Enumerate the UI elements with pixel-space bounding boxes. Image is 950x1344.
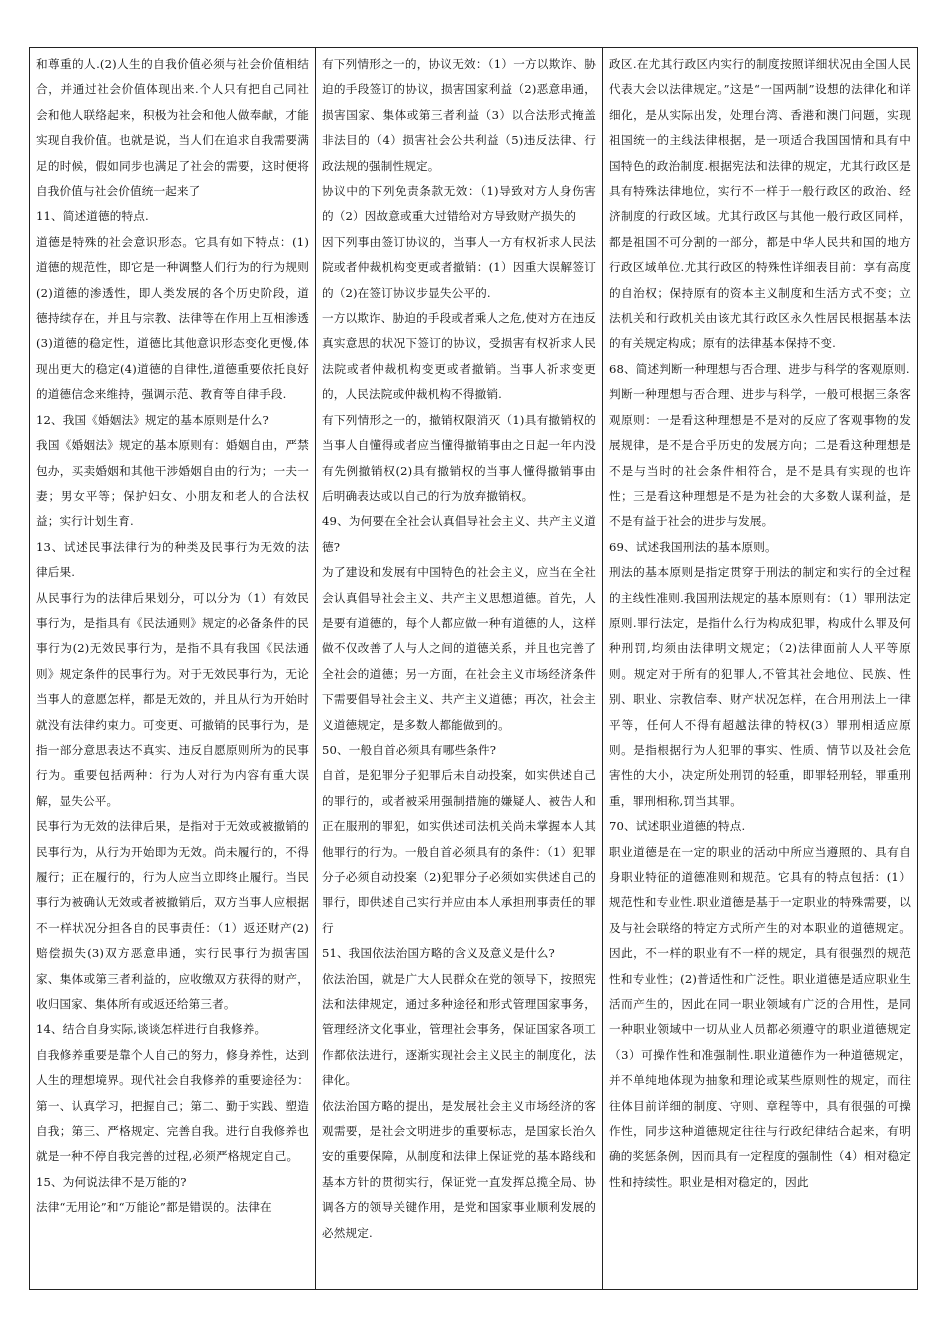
body-paragraph: 从民事行为的法律后果划分，可以分为（1）有效民事行为，是指具有《民法通则》规定的必备条件的民事行为(2)无效民事行为，是指不具有我国《民法通则》规定条件的民事行为。对于无效民事行为，无论当事人的意愿怎样，都是无效的，并且从行为开始时就没有法律约束力。可变更、可撤销的民事行为，是指一部分意思表达不真实、违反自愿原则所为的民事行为。重要包括两种：行为人对行为内容有重大误解，显失公平。 <box>36 590 309 808</box>
question-heading: 13、试述民事法律行为的种类及民事行为无效的法律后果. <box>36 539 309 580</box>
body-paragraph: 自我修养重要是靠个人自己的努力，修身养性，达到人生的理想境界。现代社会自我修养的重要途径为：第一、认真学习，把握自己；第二、勤于实践、塑造自我；第三、严格规定、完善自我。进行自我修养也就是一种不停自我完善的过程,必须严格规定自己。 <box>36 1047 309 1164</box>
question-heading: 50、一般自首必须具有哪些条件? <box>322 742 497 757</box>
body-paragraph: 判断一种理想与否合理、进步与科学，一般可根据三条客观原则：一是看这种理想是不是对的反应了客观事物的发展规律，是不是合乎历史的发展方向；二是看这种理想是不是与当时的社会条件相符合，是不是具有实现的也许性；三是看这种理想是不是为社会的大多数人谋利益，是不是有益于社会的进步与发展。 <box>609 387 911 529</box>
document-sheet <box>29 47 918 1290</box>
body-paragraph: 法律“无用论”和“万能论”都是错误的。法律在 <box>36 1200 272 1215</box>
text-column-middle <box>315 48 602 1289</box>
body-paragraph: 有下列情形之一的，撤销权限消灭（1)具有撤销权的当事人自懂得或者应当懂得撤销事由之日起一年内没有先例撤销权(2)具有撤销权的当事人懂得撤销事由后明确表达或以自己的行为放弃撤销权。 <box>322 412 596 503</box>
body-paragraph: 职业道德是在一定的职业的活动中所应当遵照的、具有自身职业特征的道德准则和规范。它具有的特点包括：(1）规范性和专业性.职业道德是基于一定职业的特殊需要，以及与社会联络的特定方式所产生的对本职业的道德规定。因此，不一样的职业有不一样的规定，具有很强烈的规范性和专业性；(2)普适性和广泛性。职业道德是适应职业生活而产生的，因此在同一职业领域有广泛的合用性，是同一种职业领域中一切从业人员都必须遵守的职业道德规定（3）可操作性和准强制性.职业道德作为一种道德规定，并不单纯地体现为抽象和理论或某些原则性的规定，而往往体目前详细的制度、守则、章程等中，具有很强的可操作性，同步这种道德规定往往与行政纪律结合起来，有明确的奖惩条例，因而具有一定程度的强制性（4）相对稳定性和持续性。职业是相对稳定的，因此 <box>609 844 911 1189</box>
question-heading: 12、我国《婚姻法》规定的基本原则是什么? <box>36 412 269 427</box>
body-paragraph: 民事行为无效的法律后果，是指对于无效或被撤销的民事行为，从行为开始即为无效。尚未履行的，不得履行；正在履行的，行为人应当立即终止履行。当民事行为被确认无效或者被撤销后，双方当事人应根据不一样状况分担各自的民事责任：（1）返还财产(2)赔偿损失(3)双方恶意串通，实行民事行为损害国家、集体或第三者利益的，应收缴双方获得的财产，收归国家、集体所有或返还给第三者。 <box>36 819 309 1012</box>
question-heading: 69、试述我国刑法的基本原则。 <box>609 539 777 554</box>
question-heading: 14、结合自身实际,谈谈怎样进行自我修养。 <box>36 1022 267 1037</box>
question-heading: 68、简述判断一种理想与否合理、进步与科学的客观原则. <box>609 361 910 376</box>
body-paragraph: 自首，是犯罪分子犯罪后未自动投案，如实供述自己的罪行的，或者被采用强制措施的嫌疑人、被告人和正在服刑的罪犯，如实供述司法机关尚未掌握本人其他罪行的行为。一般自首必须具有的条件：（1）犯罪分子必须自动投案（2)犯罪分子必须如实供述自己的罪行，即供述自己实行并应由本人承担刑事责任的罪行 <box>322 768 596 935</box>
body-paragraph: 道德是特殊的社会意识形态。它具有如下特点：(1)道德的规范性，即它是一种调整人们行为的行为规则(2)道德的渗透性，即人类发展的各个历史阶段，道德持续存在，并且与宗教、法律等在作用上互相渗透(3)道德的稳定性，道德比其他意识形态变化更慢,体现出更大的稳定(4)道德的自律性,道德重要依托良好的道德信念来维持，强调示范、教育等自律手段. <box>36 234 309 402</box>
question-heading: 11、简述道德的特点. <box>36 209 149 224</box>
body-paragraph: 因下列事由签订协议的，当事人一方有权祈求人民法院或者仲裁机构变更或者撤销：(1）因重大误解签订的（2)在签订协议步显失公平的. <box>322 234 596 300</box>
question-heading: 49、为何要在全社会认真倡导社会主义、共产主义道德? <box>322 514 596 554</box>
body-paragraph: 依法治国，就是广大人民群众在党的领导下，按照宪法和法律规定，通过多种途径和形式管理国家事务，管理经济文化事业，管理社会事务，保证国家各项工作都依法进行，逐渐实现社会主义民主的制度化，法律化。 <box>322 971 596 1088</box>
body-paragraph: 依法治国方略的提出，是发展社会主义市场经济的客观需要，是社会文明进步的重要标志，是国家长治久安的重要保障，从制度和法律上保证党的基本路线和基本方针的贯彻实行，保证党一直发挥总揽全局、协调各方的领导关键作用，是党和国家事业顺利发展的必然规定. <box>322 1098 596 1240</box>
body-paragraph: 协议中的下列免责条款无效：（1)导致对方人身伤害的（2）因故意或重大过错给对方导致财产损失的 <box>322 184 596 224</box>
body-paragraph: 为了建设和发展有中国特色的社会主义，应当在全社会认真倡导社会主义、共产主义思想道德。首先，人是要有道德的，每个人都应做一种有道德的人，这样做不仅改善了人与人之间的道德关系，并且也完善了全社会的道德；另一方面，在社会主义市场经济条件下需要倡导社会主义、共产主义道德；再次，社会主义道德规定，是多数人都能做到的。 <box>322 565 596 732</box>
text-column-right <box>602 48 917 1289</box>
question-heading: 15、为何说法律不是万能的? <box>36 1174 187 1189</box>
body-paragraph: 我国《婚姻法》规定的基本原则有：婚姻自由，严禁包办，买卖婚姻和其他干涉婚姻自由的行为；一夫一妻；男女平等；保护妇女、小朋友和老人的合法权益；实行计划生育. <box>36 438 309 529</box>
body-paragraph: 刑法的基本原则是指定贯穿于刑法的制定和实行的全过程的主线性准则.我国刑法规定的基本原则有：（1）罪刑法定原则.罪行法定，是指什么行为构成犯罪，构成什么罪及何种刑罚,均须由法律明文规定；（2)法律面前人人平等原则。规定对于所有的犯罪人,不管其社会地位、民族、性别、职业、宗教信奉、财产状况怎样，在合用刑法上一律平等，任何人不得有超越法律的特权(3）罪刑相适应原则。是指根据行为人犯罪的事实、性质、情节以及社会危害性的大小，决定所处刑罚的轻重，即罪轻刑轻，罪重刑重，罪刑相称,罚当其罪。 <box>609 565 911 808</box>
body-paragraph: 一方以欺诈、胁迫的手段或者乘人之危,使对方在违反真实意思的状况下签订的协议，受损害有权祈求人民法院或者仲裁机构变更或者撤销。当事人祈求变更的，人民法院或仲裁机构不得撤销. <box>322 311 596 402</box>
body-paragraph: 有下列情形之一的，协议无效：（1）一方以欺诈、胁迫的手段签订的协议，损害国家利益（2)恶意串通，损害国家、集体或第三者利益（3）以合法形式掩盖非法目的（4）损害社会公共利益（5)违反法律、行政法规的强制性规定。 <box>322 57 596 173</box>
question-heading: 70、试述职业道德的特点. <box>609 819 746 834</box>
question-heading: 51、我国依法治国方略的含义及意义是什么? <box>322 946 555 961</box>
body-paragraph: 和尊重的人.(2)人生的自我价值必须与社会价值相结合，并通过社会价值体现出来.个人只有把自己同社会和他人联络起来，积极为社会和他人做奉献，才能实现自我价值。也就是说，当人们在追求自我需要满足的时候，假如同步也满足了社会的需要，这时便将自我价值与社会价值统一起来了 <box>36 57 309 199</box>
body-paragraph: 政区.在尤其行政区内实行的制度按照详细状况由全国人民代表大会以法律规定。”这是“一国两制”设想的法律化和详细化，是从实际出发，处理台湾、香港和澳门问题，实现祖国统一的主线法律根据，是一项适合我国国情和具有中国特色的政治制度.根据宪法和法律的规定，尤其行政区是具有特殊法律地位，实行不一样于一般行政区的政治、经济制度的行政区域。尤其行政区与其他一般行政区同样，都是祖国不可分割的一部分，都是中华人民共和国的地方行政区域单位.尤其行政区的特殊性详细表目前：享有高度的自治权；保持原有的资本主义制度和生活方式不变；立法机关和行政机关由该尤其行政区永久性居民根据基本法的有关规定构成；原有的法律基本保持不变. <box>609 57 911 351</box>
text-column-left <box>30 48 315 1289</box>
